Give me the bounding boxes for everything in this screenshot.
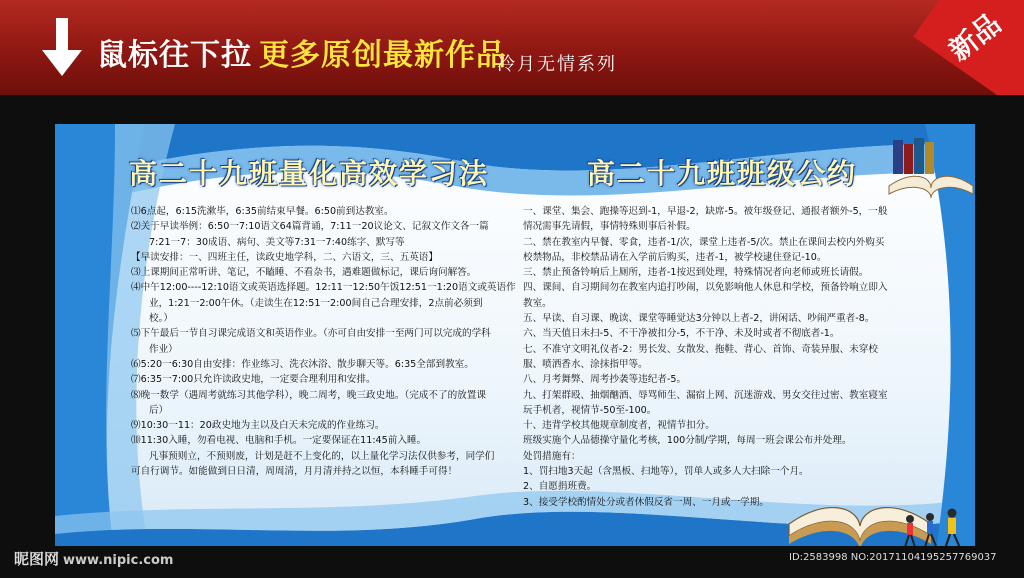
left-line: 可自行调节。如能做到日日清，周周清，月月清并持之以恒，本科睡手可得！	[131, 466, 458, 478]
left-line: ⑵关于早读举例：6:50一7:10语文64篇背诵，7:11一20议论文、记叙文作文各一篇	[131, 221, 489, 233]
left-line: 作业）	[149, 343, 178, 355]
left-line: 后）	[149, 404, 169, 416]
right-line: 七、不准守文明礼仪者-2：男长发、女散发、拖鞋、背心、首饰、奇装异服、未穿校	[523, 343, 878, 355]
left-line: ⑹5:20一6:30自由安排：作业练习、洗衣沐浴、散步聊天等。6:35全部到教室。	[131, 358, 474, 370]
left-line: 凡事预则立，不预则废，计划是赶不上变化的，以上量化学习法仅供参考，同学们	[149, 450, 495, 462]
left-line: ⑼10:30一11：20政史地为主以及白天未完成的作业练习。	[131, 420, 385, 432]
right-line: 班级实施个人品德操守量化考核，100分制/学期，每周一班会课公布并处理。	[523, 435, 852, 447]
right-line: 玩手机者，视情节-50至-100。	[523, 404, 657, 416]
right-line: 四、课间、自习期间勿在教室内追打吵闹，以免影响他人休息和学校，预备铃响立即入	[523, 282, 888, 294]
new-badge: 新品	[942, 6, 1008, 68]
right-line: 情况需事先请假，事情特殊则事后补假。	[523, 221, 696, 233]
right-line: 2、自愿捐班费。	[523, 481, 597, 493]
site-name: 昵图网	[14, 550, 60, 568]
left-line: ⑻晚一数学（遇周考就练习其他学科），晚二周考，晚三政史地。（完成不了的放置课	[131, 389, 486, 401]
right-line: 服、喷洒香水、涂抹指甲等。	[523, 358, 648, 370]
left-title: 高二十九班量化高效学习法	[129, 157, 490, 190]
left-line: 7:21一7：30成语、病句、美文等7:31一7:40练字、默写等	[149, 236, 405, 248]
left-line: 【早读安排：一、四班主任，读政史地学科，二、六语文，三、五英语】	[131, 251, 438, 263]
left-line: 业，1:21一2:00午休。（走读生在12:51一2:00间自己合理安排，2点前必须到	[149, 297, 483, 309]
left-line: ⑴6点起，6:15洗漱毕，6:35前结束早餐。6:50前到达教室。	[131, 206, 394, 217]
image-id: ID:2583998 NO:20171104195257769037	[789, 552, 997, 563]
right-title: 高二十九班班级公约	[587, 157, 858, 190]
right-line: 八、月考舞弊、周考抄袭等违纪者-5。	[523, 374, 687, 386]
right-line: 教室。	[523, 297, 552, 309]
right-line: 十、违背学校其他规章制度者，视情节扣分。	[523, 420, 715, 432]
right-line: 三、禁止预备铃响后上厕所，违者-1按迟到处理，特殊情况者向老师或班长请假。	[523, 267, 869, 279]
left-line: ⑶上课期间正常听讲、笔记，不瞌睡、不看杂书，遇难题做标记，课后询问解答。	[131, 267, 477, 279]
right-line: 一、课堂、集会、跑操等迟到-1，早退-2，缺席-5。被年级登记、通报者额外-5，一般	[523, 206, 888, 217]
right-line: 校禁物品，非校禁品请在入学前后购买，违者-1，被学校逮住登记-10。	[523, 251, 827, 263]
left-line: ⑽11:30入睡，勿看电视、电脑和手机。一定要保证在11:45前入睡。	[131, 435, 427, 447]
nipic-watermark	[14, 548, 173, 569]
books-stack-icon	[887, 136, 975, 202]
left-line: ⑸下午最后一节自习课完成语文和英语作业。（亦可自由安排一至两门可以完成的学科	[131, 328, 491, 340]
bulletin-board	[55, 124, 975, 557]
series-name: 冷月无情系列	[497, 54, 617, 75]
more-works-link[interactable]: 更多原创最新作品	[259, 38, 507, 73]
right-column	[523, 204, 943, 510]
right-line: 处罚措施有：	[523, 450, 581, 462]
left-column	[131, 204, 516, 479]
right-line: 3、接受学校酌情处分或者休假反省一周、一月或一学期。	[523, 496, 769, 508]
down-arrow-icon	[40, 18, 84, 78]
scroll-hint: 鼠标往下拉	[97, 38, 252, 73]
right-line: 六、当天值日未扫-5、不干净被扣分-5，不干净、未及时或者不彻底者-1。	[523, 328, 840, 340]
left-line: ⑷中午12:00----12:10语文或英语选择题。12:11一12:50午饭12:51一1:20语文或英语作	[131, 282, 516, 294]
right-line: 二、禁在教室内早餐、零食，违者-1/次，课堂上违者-5/次。禁止在课间去校内外购买	[523, 236, 885, 248]
left-line: 校。）	[149, 313, 173, 325]
right-line: 1、罚扫地3天起（含黑板、扫地等），罚单人或多人大扫除一个月。	[523, 466, 809, 478]
site-url: www.nipic.com	[63, 553, 174, 568]
left-line: ⑺6:35一7:00只允许读政史地，一定要合理利用和安排。	[131, 374, 376, 386]
right-line: 五、早读、自习课、晚读、课堂等睡觉达3分钟以上者-2，讲闲话、吵闹严重者-8。	[523, 313, 875, 325]
right-line: 九、打架群殴、抽烟酗酒、辱骂师生、漏宿上网、沉迷游戏、男女交往过密、教室寝室	[523, 389, 888, 401]
top-banner	[0, 0, 1024, 95]
